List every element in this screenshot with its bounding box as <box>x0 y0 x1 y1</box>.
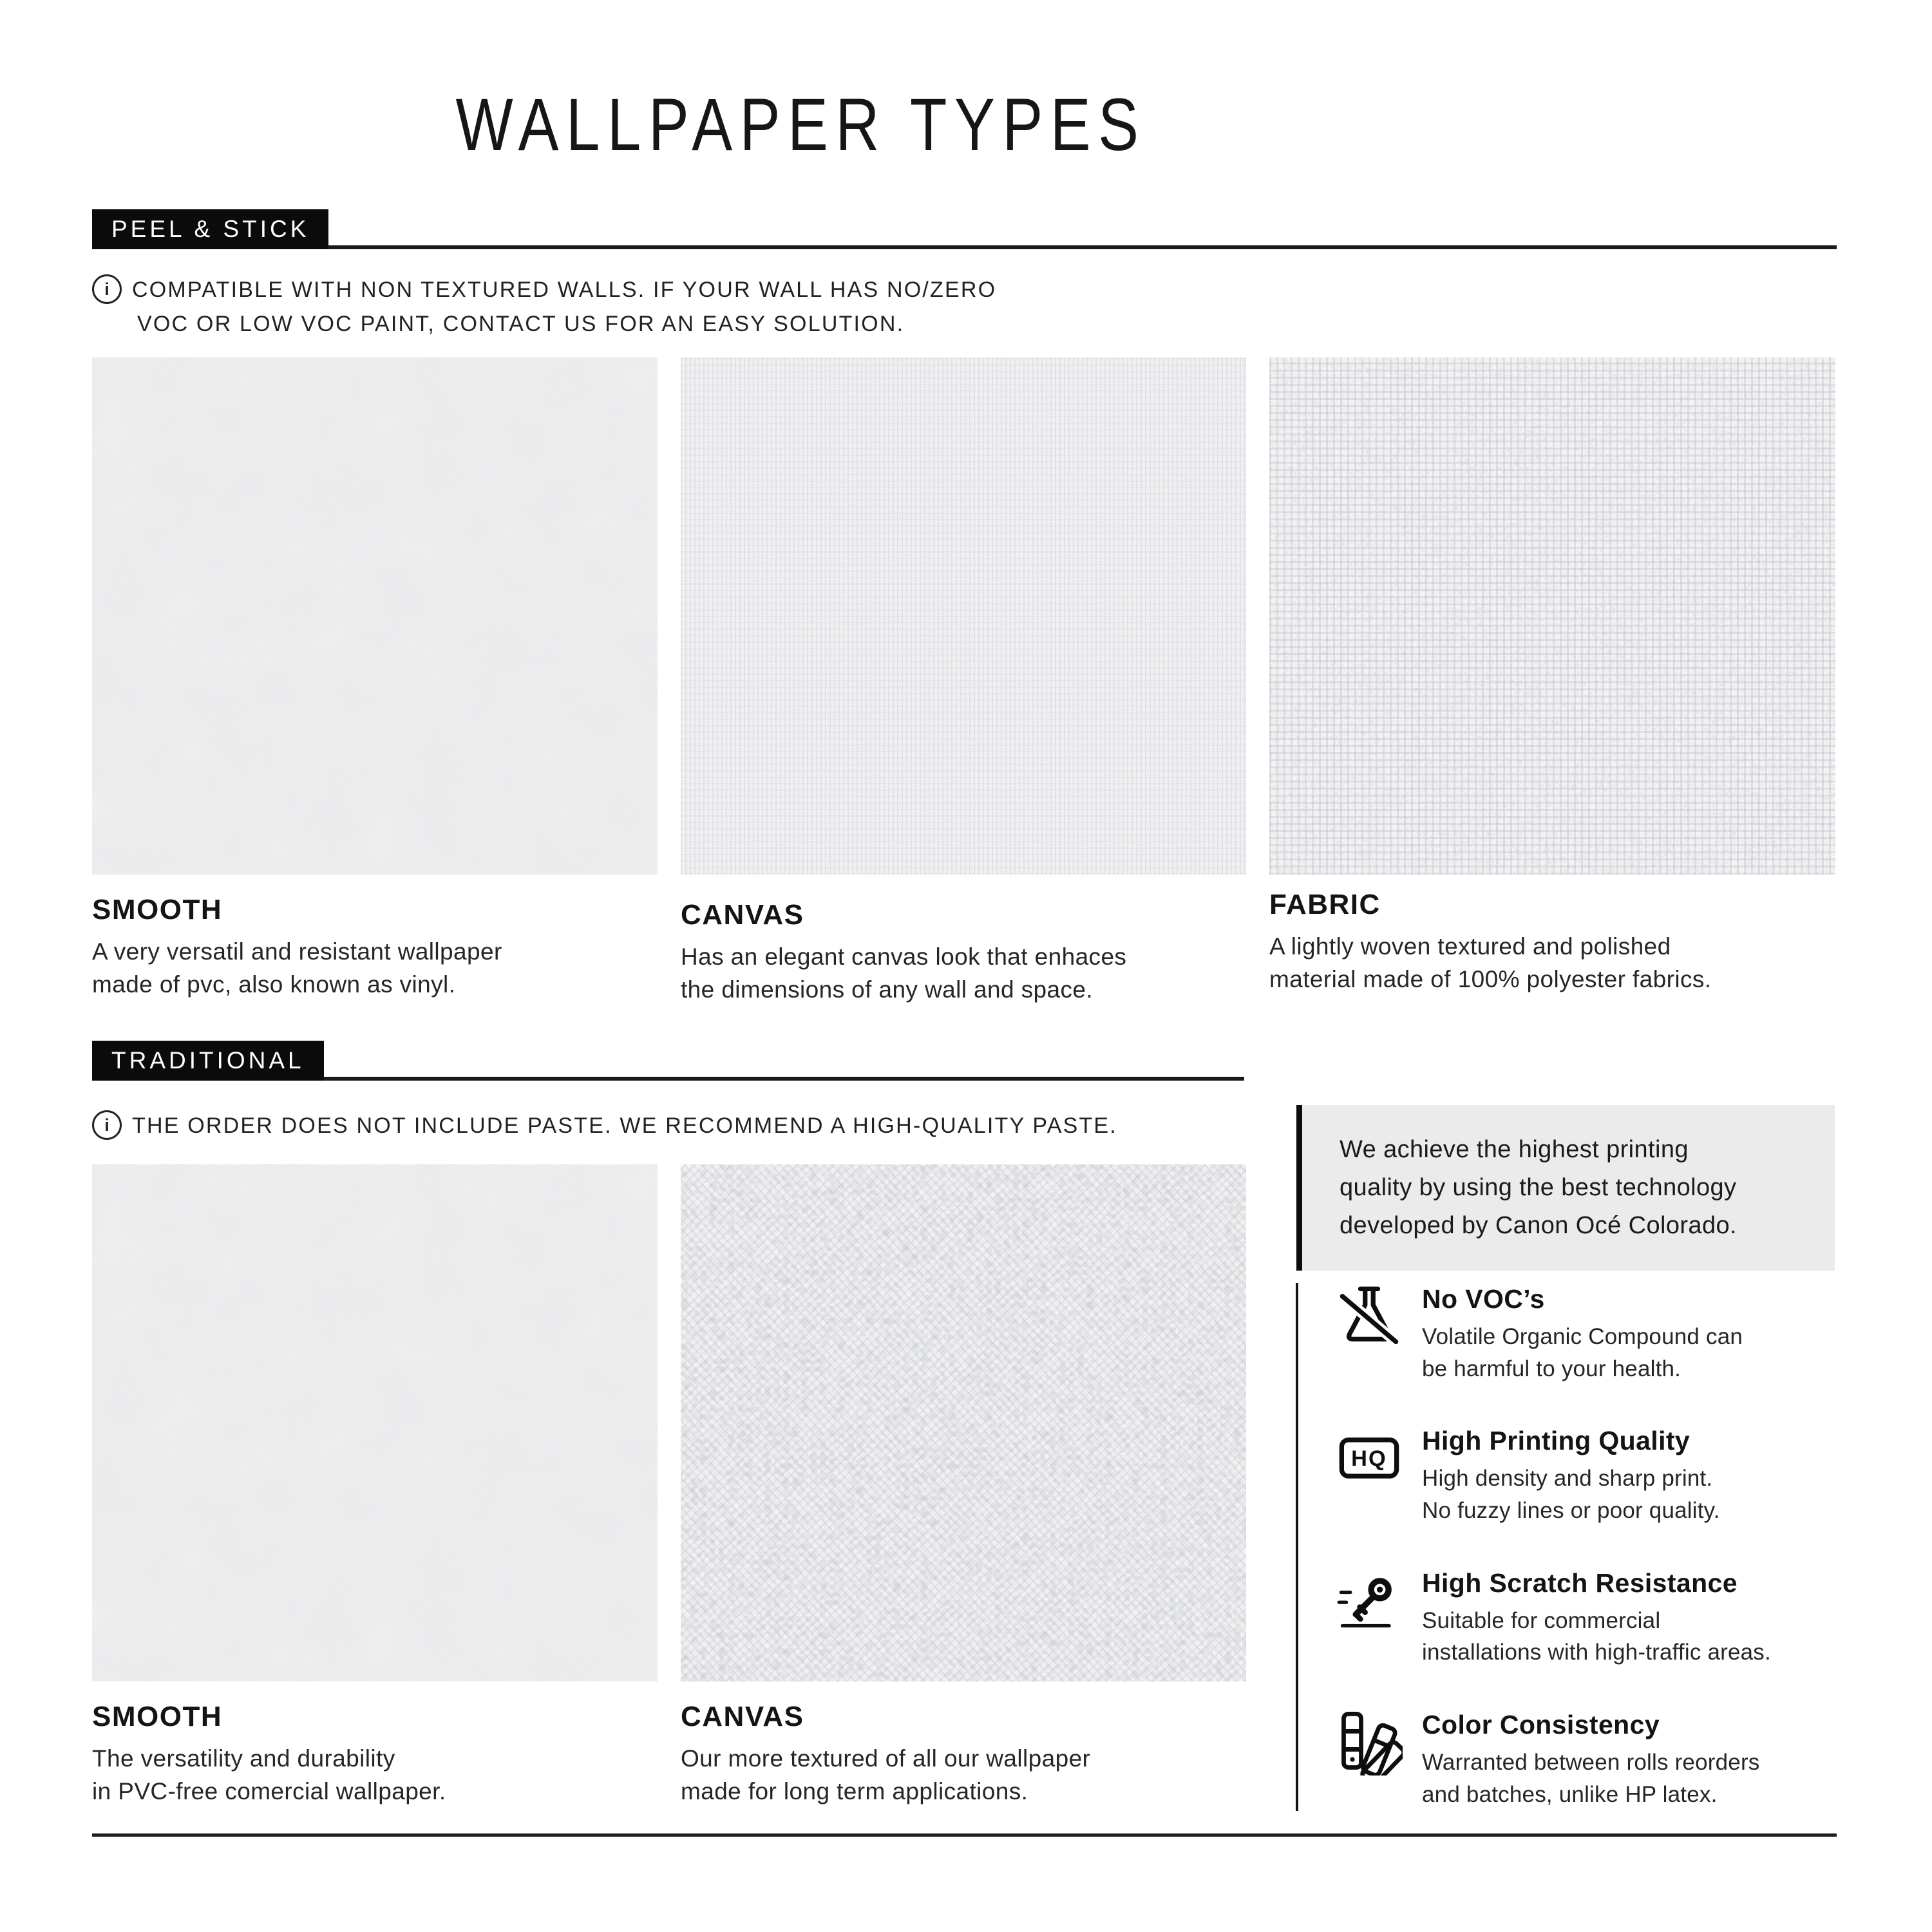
feature-title: High Scratch Resistance <box>1422 1567 1738 1598</box>
swatch-cell-smooth-peel <box>92 357 658 1006</box>
feature-text <box>1422 1283 1743 1385</box>
swatch-cell-fabric-peel <box>1269 357 1835 1006</box>
peel-stick-swatch-grid <box>92 357 1835 1006</box>
canvas-texture <box>681 357 1246 875</box>
peel-stick-note <box>92 273 996 341</box>
swatch-desc-line: The versatility and durability <box>92 1745 395 1772</box>
swatch-cell-smooth-traditional <box>92 1164 658 1808</box>
swatch-title: SMOOTH <box>92 894 223 925</box>
feature-desc-line: Suitable for commercial <box>1422 1607 1661 1633</box>
page-title: WALLPAPER TYPES <box>456 84 1146 166</box>
feature-desc <box>1422 1747 1760 1810</box>
svg-text:HQ: HQ <box>1351 1446 1387 1472</box>
bottom-divider <box>92 1833 1837 1837</box>
feature-desc-line: No fuzzy lines or poor quality. <box>1422 1498 1720 1524</box>
feature-color-consistency <box>1336 1709 1837 1810</box>
feature-desc-line: Warranted between rolls reorders <box>1422 1750 1760 1776</box>
feature-high-scratch-resistance <box>1336 1567 1837 1669</box>
swatch-desc-line: in PVC-free comercial wallpaper. <box>92 1778 446 1805</box>
swatch-title: CANVAS <box>681 1701 804 1732</box>
callout-line: We achieve the highest printing <box>1340 1136 1689 1163</box>
feature-desc-line: Volatile Organic Compound can <box>1422 1324 1743 1349</box>
smooth-pvc-free-texture <box>92 1164 658 1681</box>
feature-desc-line: High density and sharp print. <box>1422 1466 1713 1492</box>
feature-desc <box>1422 1605 1771 1669</box>
feature-desc-line: installations with high-traffic areas. <box>1422 1640 1771 1665</box>
info-icon: i <box>92 1110 122 1140</box>
smooth-vinyl-texture <box>92 357 658 875</box>
page-title-wrap <box>0 82 1602 167</box>
note-text <box>132 1109 1117 1143</box>
traditional-swatch-grid <box>92 1164 1246 1808</box>
rough-canvas-texture <box>681 1164 1246 1681</box>
swatch-desc-line: the dimensions of any wall and space. <box>681 976 1094 1003</box>
swatch-desc-line: Has an elegant canvas look that enhaces <box>681 943 1127 970</box>
hq-badge-icon <box>1336 1425 1403 1492</box>
swatch-desc <box>92 935 658 1001</box>
callout-line: quality by using the best technology <box>1340 1173 1737 1201</box>
printing-quality-callout <box>1296 1105 1835 1271</box>
swatch-desc-line: A lightly woven textured and polished <box>1269 933 1671 960</box>
feature-title: No VOC’s <box>1422 1284 1545 1314</box>
no-voc-flask-crossed-icon <box>1336 1283 1403 1350</box>
section-rule <box>328 245 1837 249</box>
swatch-title: CANVAS <box>681 899 804 931</box>
feature-list <box>1296 1283 1837 1811</box>
traditional-note <box>92 1109 1117 1143</box>
note-text <box>132 273 996 341</box>
swatch-desc-line: made for long term applications. <box>681 1778 1028 1805</box>
swatch-desc <box>1269 930 1835 996</box>
feature-high-printing-quality <box>1336 1425 1837 1526</box>
swatch-desc-line: made of pvc, also known as vinyl. <box>92 971 456 998</box>
section-header-traditional <box>92 1041 1244 1081</box>
note-line: VOC OR LOW VOC PAINT, CONTACT US FOR AN EASY SOLUTION. <box>137 311 905 336</box>
swatch-cell-canvas-peel <box>681 357 1246 1006</box>
fabric-woven-texture <box>1269 357 1835 875</box>
swatch-desc-line: A very versatil and resistant wallpaper <box>92 938 502 965</box>
note-line: THE ORDER DOES NOT INCLUDE PASTE. WE RECOMMEND A HIGH-QUALITY PASTE. <box>132 1113 1117 1138</box>
color-swatchbook-icon <box>1336 1709 1403 1776</box>
swatch-cell-canvas-traditional <box>681 1164 1246 1808</box>
section-tag-peel-stick: PEEL & STICK <box>92 209 328 249</box>
feature-desc-line: and batches, unlike HP latex. <box>1422 1781 1718 1807</box>
swatch-desc <box>681 940 1246 1006</box>
feature-desc-line: be harmful to your health. <box>1422 1356 1681 1381</box>
callout-line: developed by Canon Océ Colorado. <box>1340 1211 1737 1239</box>
swatch-desc-line: Our more textured of all our wallpaper <box>681 1745 1091 1772</box>
key-scratch-icon <box>1336 1567 1403 1634</box>
feature-text <box>1422 1425 1720 1526</box>
section-rule <box>324 1077 1244 1081</box>
section-tag-traditional: TRADITIONAL <box>92 1041 324 1081</box>
swatch-desc <box>681 1742 1246 1808</box>
note-line: COMPATIBLE WITH NON TEXTURED WALLS. IF YOUR WALL HAS NO/ZERO <box>132 278 997 302</box>
info-icon: i <box>92 274 122 304</box>
swatch-desc <box>92 1742 658 1808</box>
feature-desc <box>1422 1463 1720 1526</box>
swatch-desc-line: material made of 100% polyester fabrics. <box>1269 966 1712 993</box>
feature-no-voc <box>1336 1283 1837 1385</box>
feature-text <box>1422 1709 1760 1810</box>
section-header-peel-stick <box>92 209 1837 249</box>
feature-title: High Printing Quality <box>1422 1426 1690 1456</box>
swatch-title: FABRIC <box>1269 889 1381 920</box>
feature-title: Color Consistency <box>1422 1710 1660 1740</box>
feature-text <box>1422 1567 1771 1669</box>
feature-desc <box>1422 1321 1743 1385</box>
swatch-title: SMOOTH <box>92 1701 223 1732</box>
